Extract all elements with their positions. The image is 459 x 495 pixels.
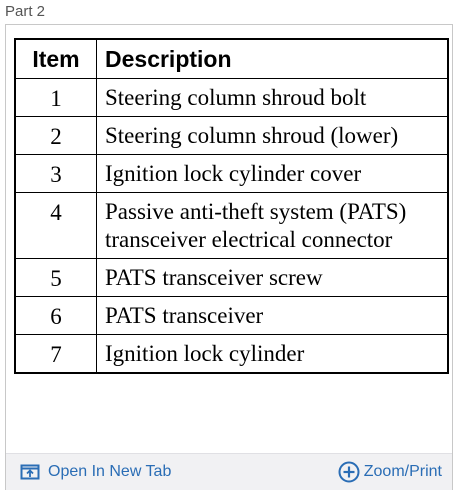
zoom-print-button[interactable] <box>338 454 442 490</box>
open-external-icon <box>20 464 40 480</box>
header-description: Description <box>97 39 449 79</box>
open-in-new-tab-label: Open In New Tab <box>48 463 172 480</box>
legend-table-wrapper <box>14 38 449 374</box>
table-row <box>15 259 448 297</box>
item-description: Steering column shroud (lower) <box>97 117 449 155</box>
table-row <box>15 155 448 193</box>
item-description: Steering column shroud bolt <box>97 79 449 117</box>
item-number: 6 <box>15 297 97 335</box>
table-header-row <box>15 39 448 79</box>
item-description: PATS transceiver <box>97 297 449 335</box>
item-number: 2 <box>15 117 97 155</box>
header-item: Item <box>15 39 97 79</box>
item-number: 5 <box>15 259 97 297</box>
figure-toolbar <box>6 453 452 490</box>
open-in-new-tab-button[interactable] <box>20 454 171 490</box>
item-description: Passive anti-theft system (PATS) transceiver electrical connector <box>97 193 449 259</box>
item-number: 7 <box>15 335 97 374</box>
zoom-print-label: Zoom/Print <box>363 463 442 480</box>
figure-panel <box>5 24 453 490</box>
table-row <box>15 335 448 374</box>
item-number: 3 <box>15 155 97 193</box>
part-label: Part 2 <box>5 3 46 20</box>
legend-table <box>14 38 449 374</box>
item-number: 1 <box>15 79 97 117</box>
table-row <box>15 193 448 259</box>
plus-circle-icon <box>338 461 360 483</box>
table-row <box>15 79 448 117</box>
table-row <box>15 117 448 155</box>
item-description: Ignition lock cylinder cover <box>97 155 449 193</box>
item-description: Ignition lock cylinder <box>97 335 449 374</box>
item-number: 4 <box>15 193 97 259</box>
table-row <box>15 297 448 335</box>
item-description: PATS transceiver screw <box>97 259 449 297</box>
